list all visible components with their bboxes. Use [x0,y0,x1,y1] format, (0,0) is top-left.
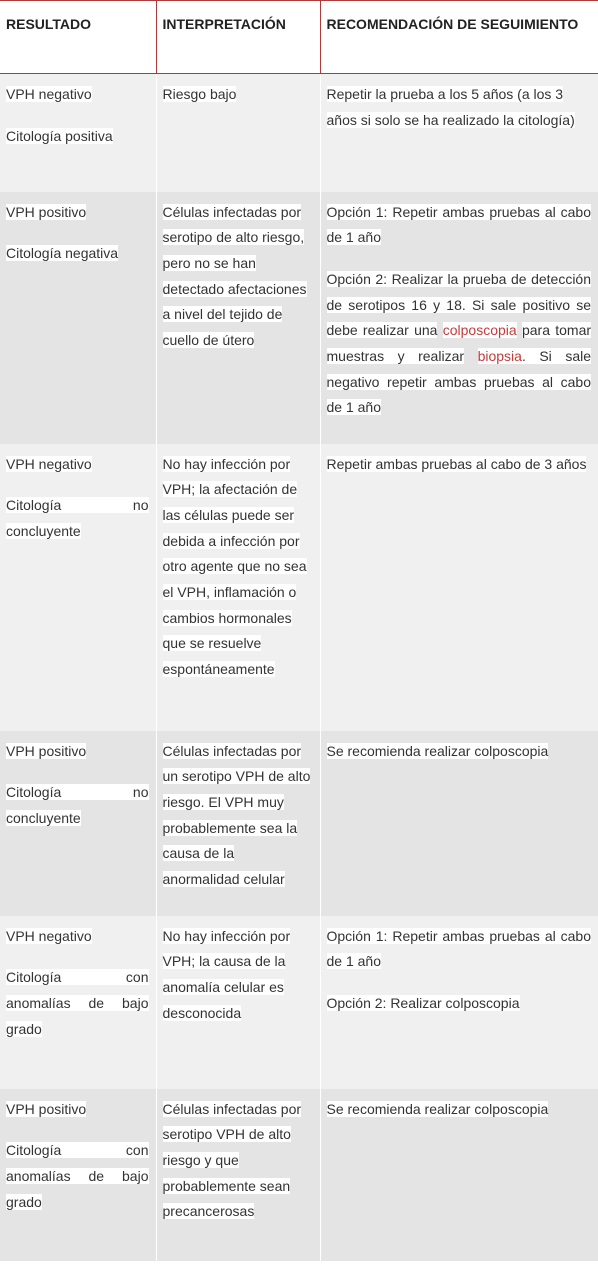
result-cell [0,444,156,731]
table-row [0,192,598,444]
recommendation-text: Repetir la prueba a los 5 años (a los 3 años si solo se ha realizado la citología) [326,86,575,128]
result-vph: VPH positivo [6,203,87,220]
table-row [0,444,598,731]
header-recomendacion: RECOMENDACIÓN DE SEGUIMIENTO [320,1,598,74]
interpretation-cell [156,444,320,731]
recommendation-cell [320,731,598,916]
result-vph: VPH positivo [6,742,87,759]
result-vph: VPH positivo [6,1100,87,1117]
table-row [0,916,598,1089]
table-row [0,74,598,192]
interpretation-text: Riesgo bajo [162,86,237,102]
result-citologia: Citología con anomalías de bajo grado [6,1142,149,1210]
interpretation-cell [156,74,320,192]
result-vph: VPH negativo [6,927,92,944]
interpretation-cell [156,916,320,1089]
recommendation-text: Se recomienda realizar colposcopia [326,742,549,759]
header-row [0,1,598,74]
option-1-text: Opción 1: Repetir ambas pruebas al cabo de 1 año [326,203,591,246]
result-citologia: Citología no concluyente [6,784,149,826]
colposcopia-link[interactable]: colposcopia [442,322,517,339]
recommendation-cell [320,1089,598,1261]
recommendation-cell [320,444,598,731]
recommendation-cell [320,916,598,1089]
recommendation-text: Repetir ambas pruebas al cabo de 3 años [326,455,587,472]
result-cell [0,1089,156,1261]
result-cell [0,192,156,444]
recommendation-text: Se recomienda realizar colposcopia [326,1100,549,1117]
result-cell [0,731,156,916]
table-row [0,1089,598,1261]
interpretation-text: Células infectadas por serotipo de alto riesgo, pero no se han detectado afectaciones a nivel del tejido de cuello de útero [162,203,307,349]
result-cell [0,916,156,1089]
option-2-text-cont: para tomar muestras y realizar [326,322,592,365]
interpretation-text: No hay infección por VPH; la causa de la anomalía celular es desconocida [162,927,291,1021]
result-citologia: Citología con anomalías de bajo grado [6,969,149,1037]
result-vph: VPH negativo [6,455,92,472]
interpretation-cell [156,731,320,916]
result-citologia: Citología no concluyente [6,497,149,539]
table-row [0,731,598,916]
interpretation-cell [156,192,320,444]
option-2-text: Opción 2: Realizar la prueba de detección de serotipos 16 y 18. Si sale positivo se debe realizar una [326,270,591,339]
recommendation-cell [320,74,598,192]
option-1-text: Opción 1: Repetir ambas pruebas al cabo de 1 año [326,927,591,970]
option-2-text: Opción 2: Realizar colposcopia [326,994,520,1011]
recommendation-cell [320,192,598,444]
result-cell [0,74,156,192]
header-interpretacion: INTERPRETACIÓN [156,1,320,74]
result-citologia: Citología negativa [6,245,119,262]
biopsia-link[interactable]: biopsia [477,348,522,365]
interpretation-text: Células infectadas por un serotipo VPH de alto riesgo. El VPH muy probablemente sea la causa de la anormalidad celular [162,742,311,888]
option-2-text-end: . Si sale negativo repetir ambas pruebas al cabo de 1 año [326,348,591,416]
interpretation-text: Células infectadas por serotipo VPH de alto riesgo y que probablemente sean precancerosas [162,1100,302,1220]
interpretation-cell [156,1089,320,1261]
result-citologia: Citología positiva [6,127,113,144]
result-vph: VPH negativo [6,86,92,102]
header-resultado: RESULTADO [0,1,156,74]
interpretation-text: No hay infección por VPH; la afectación de las células puede ser debida a infección por otro agente que no sea el VPH, inflamación o cambios hormonales que se resuelve espontáneamente [162,455,307,678]
